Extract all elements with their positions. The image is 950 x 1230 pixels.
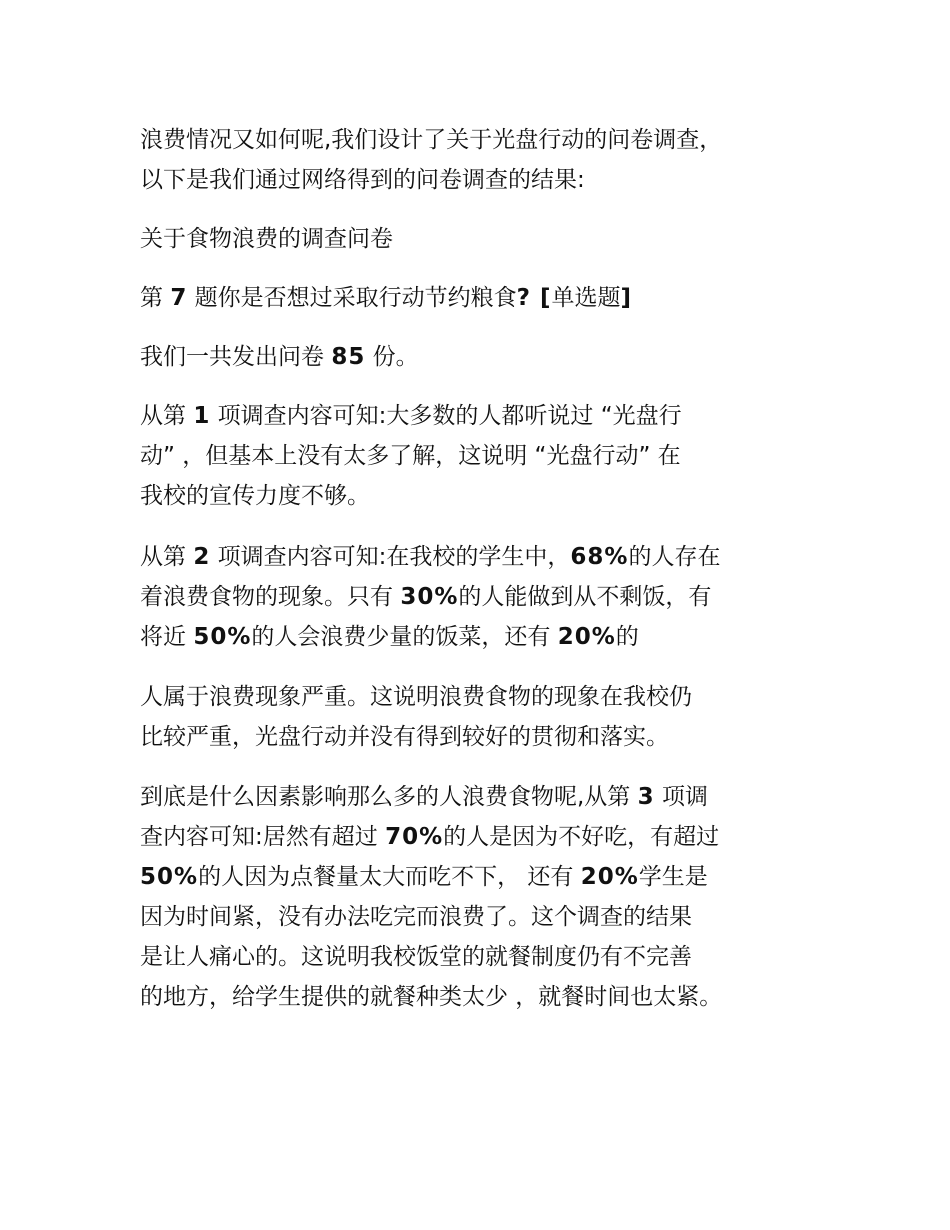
item-2-text: 的 bbox=[615, 624, 639, 650]
item-2-text: 着浪费食物的现象。只有 bbox=[140, 584, 401, 610]
percent-value: 68% bbox=[570, 544, 629, 570]
item-3-text: 查内容可知:居然有超过 bbox=[140, 824, 386, 850]
item-2-text: 项调查内容可知:在我校的学生中， bbox=[210, 544, 571, 570]
item-1-line-3: 我校的宣传力度不够。 bbox=[140, 483, 370, 509]
item-2-text: 的人能做到从不剩饭，有 bbox=[458, 584, 712, 610]
item-1-line-2: 动” ，但基本上没有太多了解，这说明 “光盘行动” 在 bbox=[140, 443, 681, 469]
item-3-line-5: 是让人痛心的。这说明我校饭堂的就餐制度仍有不完善 bbox=[140, 944, 692, 970]
intro-line-2: 以下是我们通过网络得到的问卷调查的结果: bbox=[140, 167, 585, 193]
intro-paragraph bbox=[140, 120, 830, 200]
intro-line-1: 浪费情况又如何呢,我们设计了关于光盘行动的问卷调查， bbox=[140, 127, 723, 153]
item-2-line-1 bbox=[140, 537, 830, 577]
percent-value: 50% bbox=[193, 624, 252, 650]
item-2-line-3 bbox=[140, 617, 830, 657]
item-2-paragraph bbox=[140, 537, 830, 657]
item-1-number: 1 bbox=[193, 403, 211, 429]
item-3-number: 3 bbox=[637, 784, 655, 810]
item-2b-line-2: 比较严重，光盘行动并没有得到较好的贯彻和落实。 bbox=[140, 724, 669, 750]
item-1-paragraph bbox=[140, 396, 830, 516]
item-3-line-3 bbox=[140, 857, 830, 897]
item-2-continued-paragraph bbox=[140, 677, 830, 757]
survey-title-text: 关于食物浪费的调查问卷 bbox=[140, 226, 393, 252]
percent-value: 20% bbox=[557, 624, 616, 650]
item-1-text: 从第 bbox=[140, 403, 194, 429]
question-type: 单选题 bbox=[551, 285, 621, 311]
item-3-line-4: 因为时间紧，没有办法吃完而浪费了。这个调查的结果 bbox=[140, 904, 692, 930]
question-number: 7 bbox=[170, 285, 188, 311]
item-2b-line-1: 人属于浪费现象严重。这说明浪费食物的现象在我校仍 bbox=[140, 684, 692, 710]
item-3-line-2 bbox=[140, 817, 830, 857]
item-1-line-1 bbox=[140, 396, 830, 436]
item-3-text: 项调 bbox=[654, 784, 708, 810]
question-heading bbox=[140, 278, 830, 318]
item-2-number: 2 bbox=[193, 544, 211, 570]
item-3-text: 学生是 bbox=[638, 864, 708, 890]
item-3-line-1 bbox=[140, 777, 830, 817]
question-text: 题你是否想过采取行动节约粮食 bbox=[187, 285, 517, 311]
item-2-text: 从第 bbox=[140, 544, 194, 570]
item-1-text: 项调查内容可知:大多数的人都听说过 “光盘行 bbox=[210, 403, 682, 429]
item-2-line-2 bbox=[140, 577, 830, 617]
question-mark: ? [ bbox=[516, 285, 552, 311]
percent-value: 70% bbox=[385, 824, 444, 850]
total-prefix: 我们一共发出问卷 bbox=[140, 344, 332, 370]
question-prefix: 第 bbox=[140, 285, 171, 311]
question-close: ] bbox=[620, 285, 633, 311]
survey-title bbox=[140, 219, 830, 259]
item-2-text: 的人存在 bbox=[628, 544, 721, 570]
question-line bbox=[140, 278, 830, 318]
item-3-text: 到底是什么因素影响那么多的人浪费食物呢,从第 bbox=[140, 784, 638, 810]
percent-value: 50% bbox=[140, 864, 199, 890]
item-3-text: 的人是因为不好吃，有超过 bbox=[443, 824, 720, 850]
item-2-text: 将近 bbox=[140, 624, 194, 650]
item-2-text: 的人会浪费少量的饭菜，还有 bbox=[251, 624, 558, 650]
total-line bbox=[140, 337, 830, 377]
total-suffix: 份。 bbox=[365, 344, 419, 370]
item-3-line-6: 的地方，给学生提供的就餐种类太少 ，就餐时间也太紧。 bbox=[140, 984, 723, 1010]
total-paragraph bbox=[140, 337, 830, 377]
percent-value: 30% bbox=[400, 584, 459, 610]
item-3-text: 的人因为点餐量太大而吃不下， 还有 bbox=[198, 864, 581, 890]
percent-value: 20% bbox=[580, 864, 639, 890]
total-count: 85 bbox=[331, 344, 366, 370]
item-3-paragraph bbox=[140, 777, 830, 1017]
